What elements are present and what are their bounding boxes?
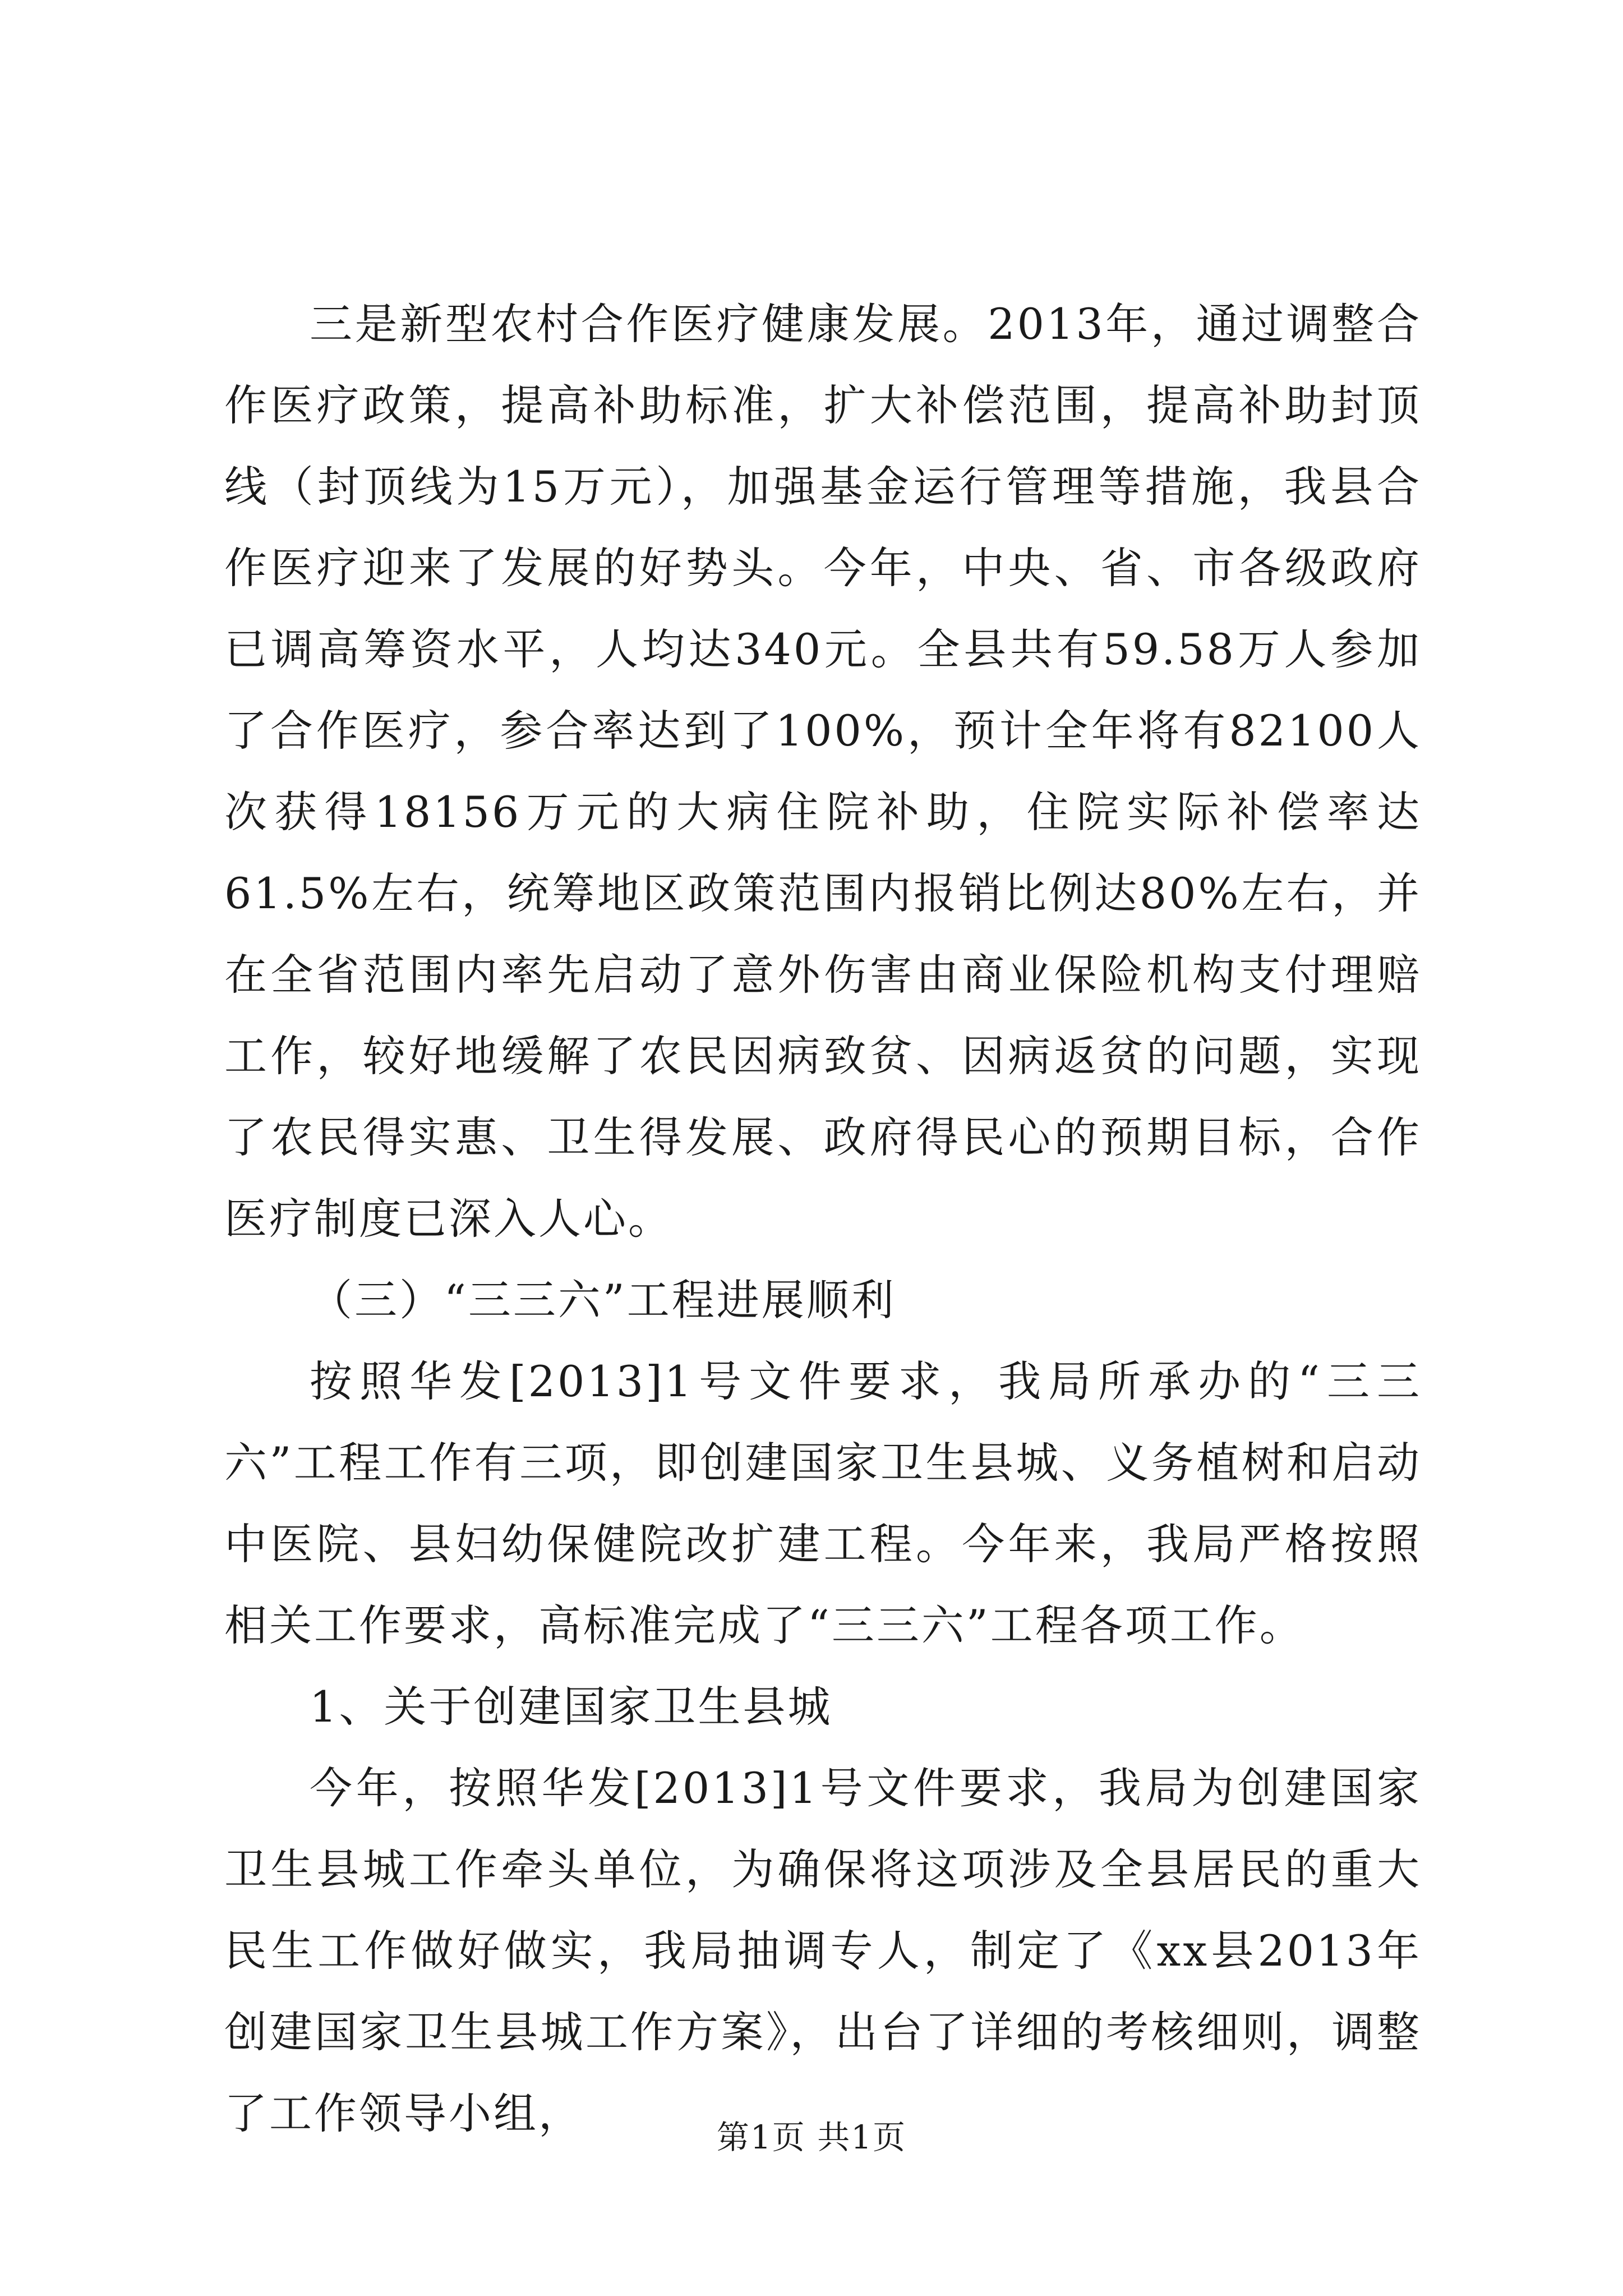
paragraph-336-project: 按照华发[2013]1号文件要求，我局所承办的“三三六”工程工作有三项，即创建国家卫生县城、义务植树和启动中医院、县妇幼保健院改扩建工程。今年来，我局严格按照相关工作要求，高标准完成了“三三六”工程各项工作。 (224, 1356, 1422, 1650)
section-heading-336-project: （三）“三三六”工程进展顺利 (310, 1275, 896, 1325)
subheading-national-hygiene-county: 1、关于创建国家卫生县城 (310, 1682, 833, 1732)
paragraph-ncms-development: 三是新型农村合作医疗健康发展。2013年，通过调整合作医疗政策，提高补助标准，扩大补偿范围，提高补助封顶线（封顶线为15万元），加强基金运行管理等措施，我县合作医疗迎来了发展的好势头。今年，中央、省、市各级政府已调高筹资水平，人均达340元。全县共有59.58万人参加了合作医疗，参合率达到了100%，预计全年将有82100人次获得18156万元的大病住院补助，住院实际补偿率达61.5%左右，统筹地区政策范围内报销比例达80%左右，并在全省范围内率先启动了意外伤害由商业保险机构支付理赔工作，较好地缓解了农民因病致贫、因病返贫的问题，实现了农民得实惠、卫生得发展、政府得民心的预期目标，合作医疗制度已深入人心。 (224, 299, 1422, 1244)
document-body (224, 283, 1422, 2154)
page-footer: 第1页 共1页 (716, 2118, 907, 2156)
paragraph-hygiene-county-work: 今年，按照华发[2013]1号文件要求，我局为创建国家卫生县城工作牵头单位，为确保将这项涉及全县居民的重大民生工作做好做实，我局抽调专人，制定了《xx县2013年创建国家卫生县城工作方案》，出台了详细的考核细则，调整了工作领导小组， (224, 1763, 1422, 2138)
